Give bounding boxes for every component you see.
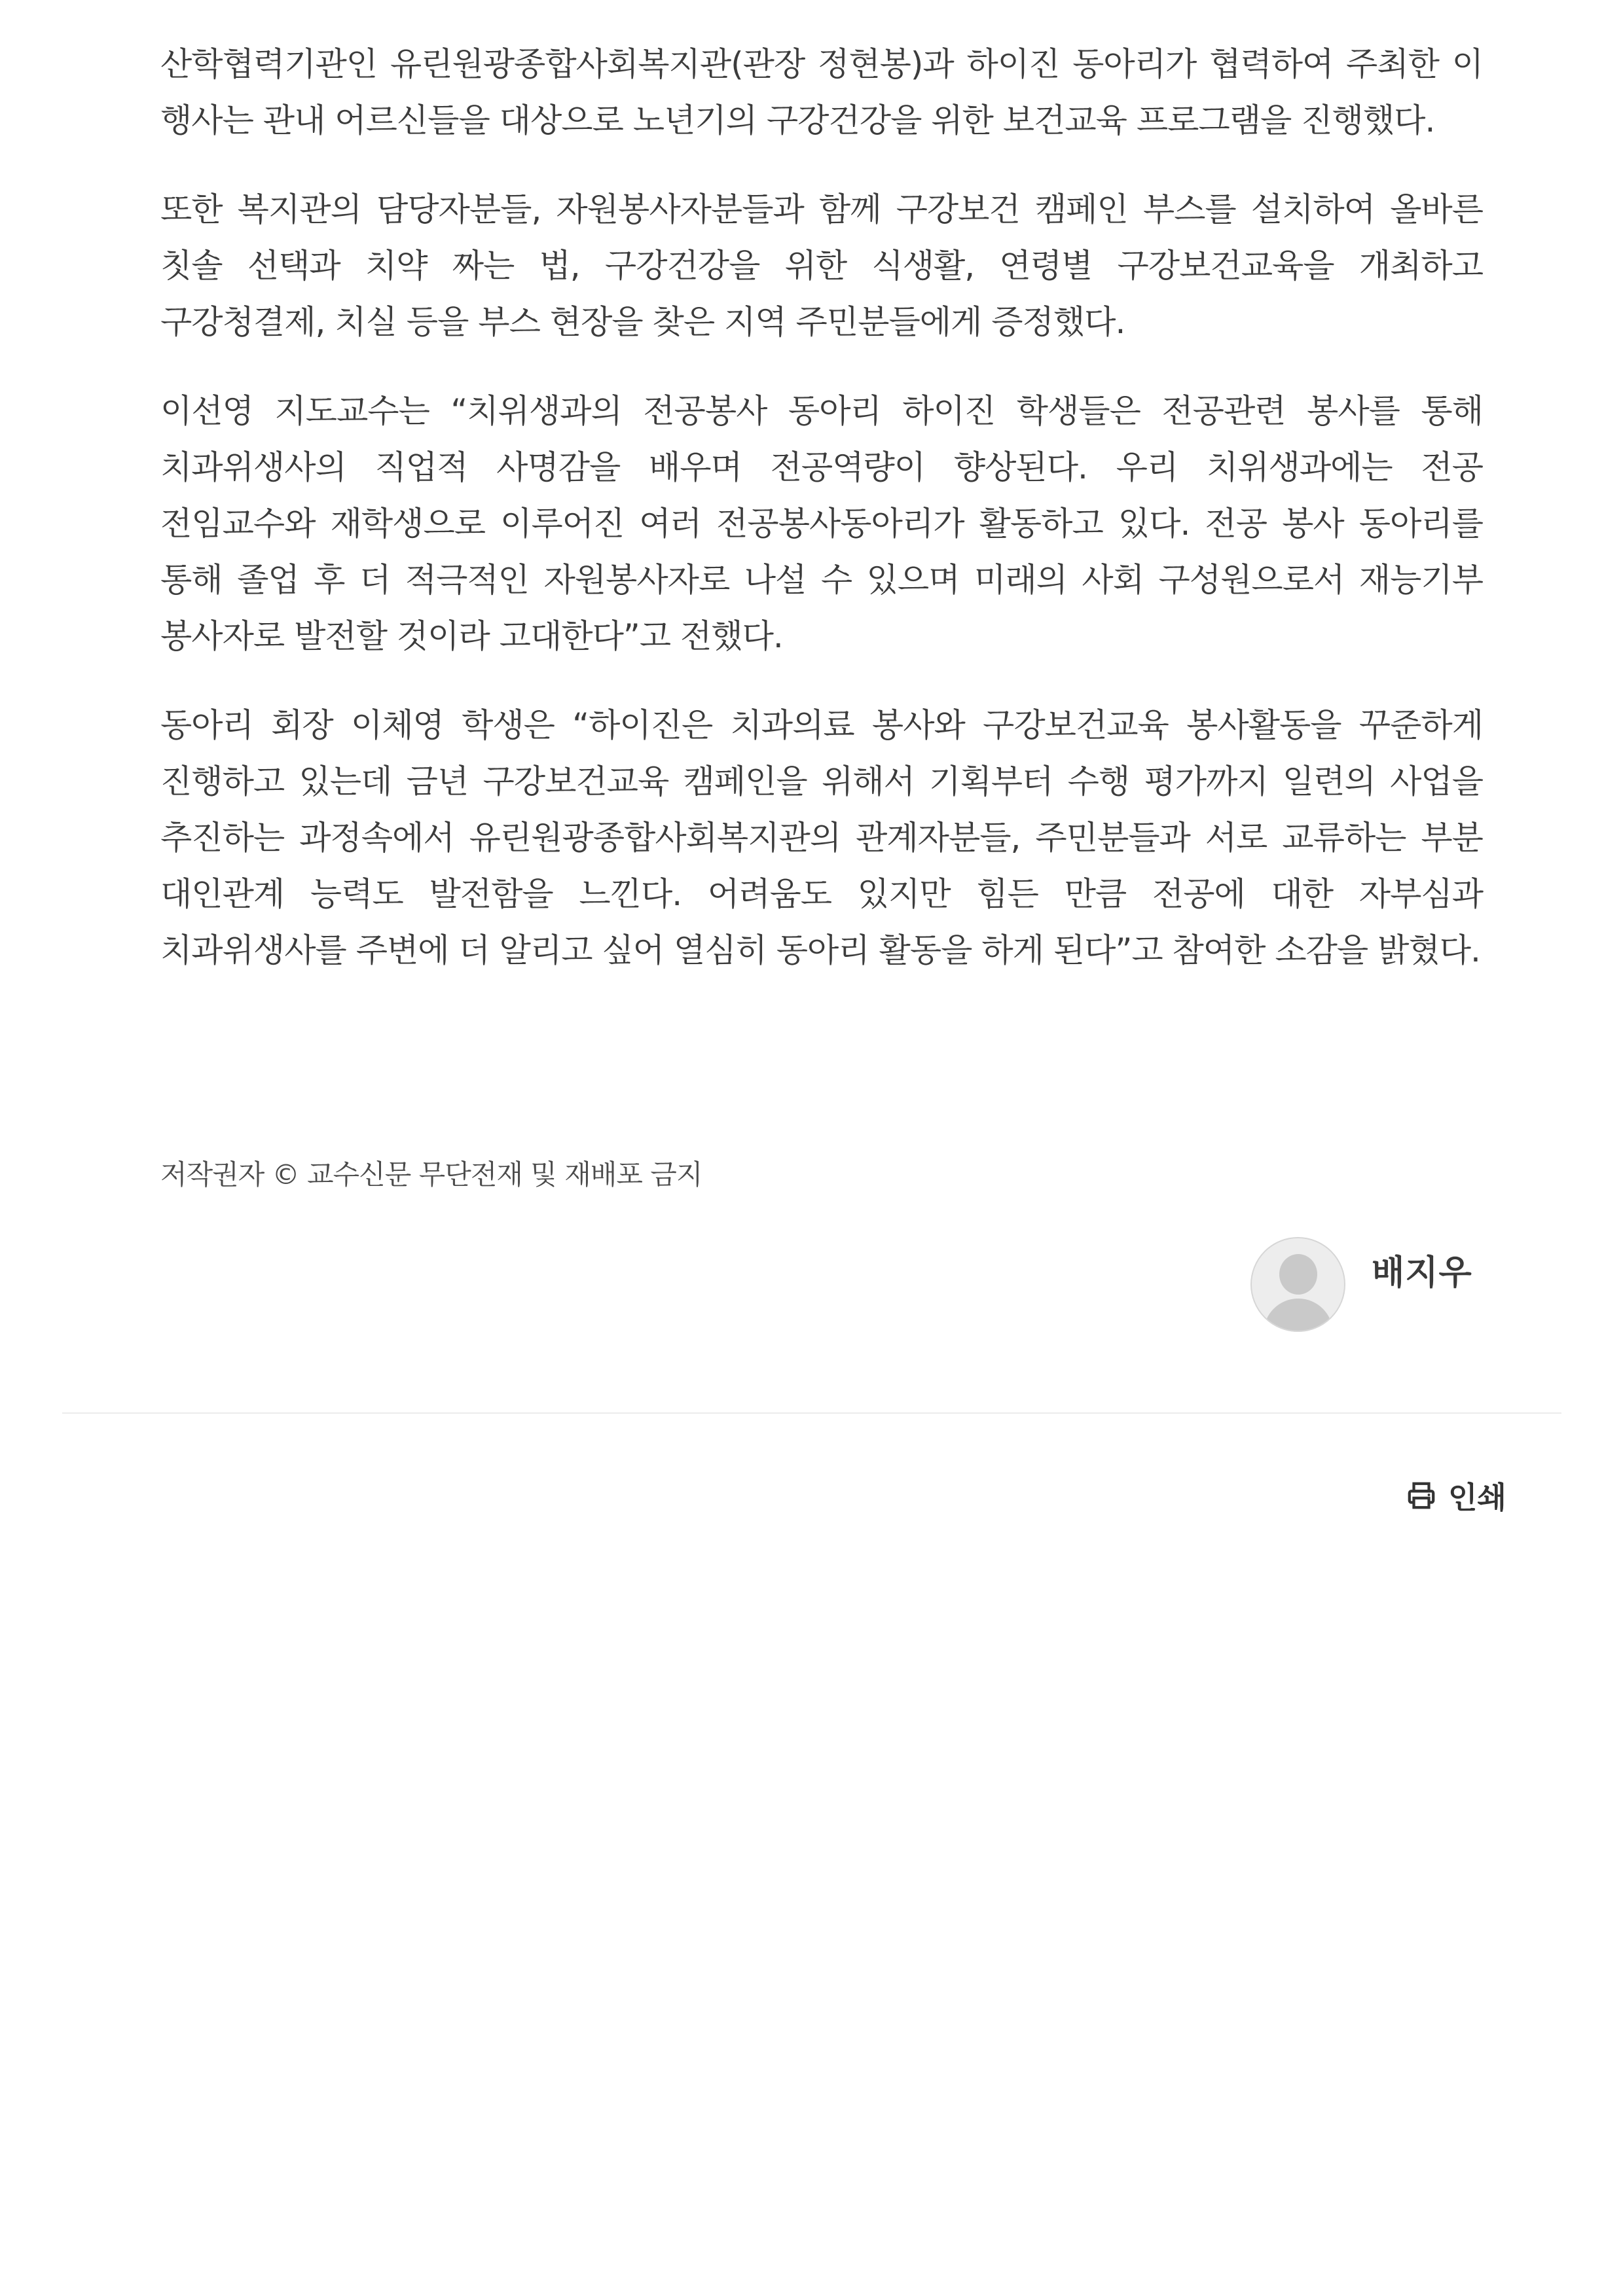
- article-paragraph-2: 또한 복지관의 담당자분들, 자원봉사자분들과 함께 구강보건 캠페인 부스를 설치하여 올바른 칫솔 선택과 치약 짜는 법, 구강건강을 위한 식생활, 연령별 구강보건교육을 개최하고 구강청결제, 치실 등을 부스 현장을 찾은 지역 주민분들에게 증정했다.: [160, 190, 1483, 341]
- copyright-notice: 저작권자 © 교수신문 무단전재 및 재배포 금지: [160, 1158, 702, 1191]
- printer-icon[interactable]: [1406, 1480, 1436, 1511]
- article-paragraph-4: 동아리 회장 이체영 학생은 “하이진은 치과의료 봉사와 구강보건교육 봉사활동을 꾸준하게 진행하고 있는데 금년 구강보건교육 캠페인을 위해서 기획부터 수행 평가까지 일련의 사업을 추진하는 과정속에서 유린원광종합사회복지관의 관계자분들, 주민분들과 서로 교류하는 부분 대인관계 능력도 발전함을 느낀다. 어려움도 있지만 힘든 만큼 전공에 대한 자부심과 치과위생사를 주변에 더 알리고 싶어 열심히 동아리 활동을 하게 된다”고 참여한 소감을 밝혔다.: [160, 706, 1483, 969]
- section-divider: [62, 1412, 1561, 1414]
- article-paragraph-3: 이선영 지도교수는 “치위생과의 전공봉사 동아리 하이진 학생들은 전공관련 봉사를 통해 치과위생사의 직업적 사명감을 배우며 전공역량이 향상된다. 우리 치위생과에는 전공 전임교수와 재학생으로 이루어진 여러 전공봉사동아리가 활동하고 있다. 전공 봉사 동아리를 통해 졸업 후 더 적극적인 자원봉사자로 나설 수 있으며 미래의 사회 구성원으로서 재능기부 봉사자로 발전할 것이라 고대한다”고 전했다.: [160, 392, 1483, 655]
- print-label[interactable]: 인쇄: [1448, 1480, 1506, 1515]
- reporter-name[interactable]: 배지우: [1372, 1253, 1472, 1293]
- reporter-byline[interactable]: [1250, 1237, 1472, 1332]
- article-body: [160, 36, 1483, 1011]
- reporter-avatar[interactable]: [1250, 1237, 1345, 1332]
- avatar-shoulders-shape: [1264, 1299, 1333, 1332]
- print-button[interactable]: [1406, 1474, 1506, 1517]
- article-paragraph-1: 산학협력기관인 유린원광종합사회복지관(관장 정현봉)과 하이진 동아리가 협력하여 주최한 이 행사는 관내 어르신들을 대상으로 노년기의 구강건강을 위한 보건교육 프로그램을 진행했다.: [160, 45, 1483, 139]
- avatar-head-shape: [1279, 1254, 1317, 1295]
